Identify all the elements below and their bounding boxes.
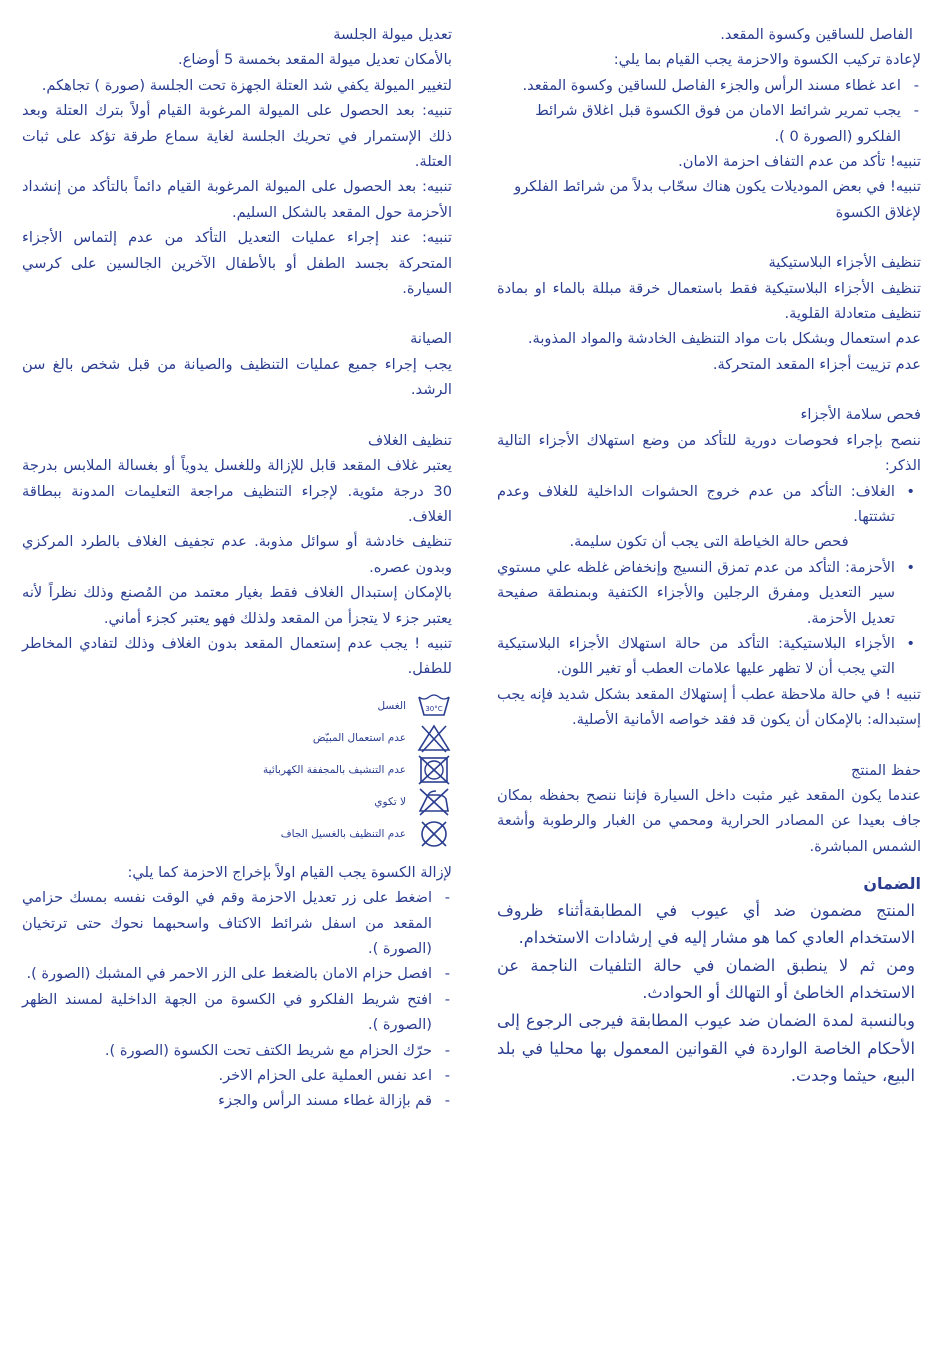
plastic-paragraph-3: عدم تزييت أجزاء المقعد المتحركة. <box>712 355 921 373</box>
care-label-iron: لا تكوي <box>374 795 406 808</box>
maintenance-paragraph: يجب إجراء جميع عمليات التنظيف والصيانة من قبل شخص بالغ سن الرشد. <box>22 355 452 399</box>
care-symbols <box>22 690 452 850</box>
care-row-iron <box>22 786 452 818</box>
comfort-paragraph-3: تنبيه: بعد الحصول على الميولة المرغوبة القيام أولاً بترك العتلة وبعد ذلك الإستمرار في تحريك الجلسة لغاية سماع طرقة تؤكد على ثبات العتلة. <box>22 102 452 171</box>
care-row-dryclean <box>22 818 452 850</box>
care-label-tumble: عدم التنشيف بالمجففة الكهربائية <box>263 763 406 776</box>
separator-title: الفاصل للساقين وكسوة المقعد. <box>720 26 913 43</box>
no-dry-clean-icon <box>416 819 452 849</box>
cover-paragraph-2: تنظيف خادشة أو سوائل مذوبة. عدم تجفيف الغلاف بالطرد المركزي وبدون عصره. <box>22 533 452 576</box>
remove-step-3: - افتح شريط الفلكرو في الكسوة من الجهة الداخلية لمسند الظهر (الصورة ). <box>22 987 452 1038</box>
no-bleach-icon <box>416 723 452 753</box>
right-column <box>497 22 921 1090</box>
no-iron-icon <box>416 787 452 817</box>
plastic-paragraph-2: عدم استعمال وبشكل بات مواد التنظيف الخادشة والمواد المذوبة. <box>527 330 921 348</box>
cover-paragraph-3: بالإمكان إستبدال الغلاف فقط بغيار معتمد من المُصنع وذلك نظراً لأنه يعتبر جزء لا يتجزأ من المقعد ولذلك فهو يعتبر كجزء أماني. <box>22 584 452 627</box>
separator-warning-1: تنبيه! تأكد من عدم التفاف احزمة الامان. <box>678 153 921 171</box>
storage-title: حفظ المنتج <box>850 761 921 779</box>
warranty-paragraph-3: وبالنسبة لمدة الضمان ضد عيوب المطابقة فيرجى الرجوع إلى الأحكام الخاصة الواردة في القوانين المعمول بها محليا في بلد البيع، حيثما وجدت. <box>497 1010 915 1086</box>
cover-warning: تنبيه ! يجب عدم إستعمال المقعد بدون الغلاف وذلك لتفادي المخاطر للطفل. <box>22 634 452 678</box>
comfort-title: تعديل ميولة الجلسة <box>333 26 452 43</box>
remove-intro: لإزالة الكسوة يجب القيام اولاً بإخراج الاحزمة كما يلي: <box>127 863 452 881</box>
care-label-bleach: عدم استعمال المبيّض <box>312 731 406 744</box>
separator-intro: لإعادة تركيب الكسوة والاحزمة يجب القيام بما يلي: <box>613 51 921 69</box>
check-bullet-cover-seams: فحص حالة الخياطة التى يجب أن تكون سليمة. <box>569 533 849 551</box>
plastic-paragraph-1: تنظيف الأجزاء البلاستيكية فقط باستعمال خرقة مبللة بالماء او بمادة تنظيف متعادلة القلوية. <box>497 279 921 323</box>
separator-warning-2: تنبيه! في بعض الموديلات يكون هناك سحّاب بدلاً من شرائط الفلكرو لإغلاق الكسوة <box>514 178 921 221</box>
comfort-paragraph-1: بالأمكان تعديل ميولة المقعد بخمسة 5 أوضاع. <box>178 51 452 69</box>
warranty-title: الضمان <box>863 874 921 894</box>
care-label-dryclean: عدم التنظيف بالغسيل الجاف <box>280 827 406 840</box>
cover-cleaning-title: تنظيف الغلاف <box>368 431 452 449</box>
remove-step-5: - اعد نفس العملية على الحزام الاخر. <box>22 1063 452 1088</box>
check-intro: ننصح بإجراء فحوصات دورية للتأكد من وضع استهلاك الأجزاء التالية الذكر: <box>497 431 921 475</box>
remove-step-6: - قم بإزالة غطاء مسند الرأس والجزء <box>22 1088 452 1113</box>
separator-step-2: - يجب تمرير شرائط الامان من فوق الكسوة قبل اغلاق شرائط الفلكرو (الصورة 0 ). <box>497 98 921 149</box>
maintenance-title: الصيانة <box>410 330 452 348</box>
comfort-paragraph-2: لتغيير الميولة يكفي شد العتلة الجهزة تحت الجلسة (صورة ) تجاهكم. <box>41 76 452 94</box>
svg-text:30°C: 30°C <box>425 704 443 713</box>
care-row-tumble <box>22 754 452 786</box>
remove-step-4: - حرّك الحزام مع شريط الكتف تحت الكسوة (الصورة ). <box>22 1038 452 1063</box>
storage-paragraph: عندما يكون المقعد غير مثبت داخل السيارة فإننا ننصح بحفظه بمكان جاف بعيدا عن المصادر الحرارية ومحمي من الغبار والرطوبة وأشعة الشمس المباشرة. <box>497 786 921 855</box>
care-row-bleach <box>22 722 452 754</box>
comfort-paragraph-4: تنبيه: بعد الحصول على الميولة المرغوبة القيام دائماً بالتأكد من إنشداد الأحزمة حول المقعد بالشكل السليم. <box>22 178 452 221</box>
comfort-paragraph-5: تنبيه: عند إجراء عمليات التعديل التأكد من عدم إلتماس الأجزاء المتحركة بجسد الطفل أو بالأطفال الآخرين الجالسين على كرسي السيارة. <box>22 229 452 298</box>
check-title: فحص سلامة الأجزاء <box>800 406 921 424</box>
check-bullet-harness: • الأحزمة: التأكد من عدم تمزق النسيج وإنخفاض غلظه علي مستوي سير التعديل ومفرق الرجلين والأجزاء الكتفية وبمنطقة صفيحة تعديل الأحزمة. <box>497 555 921 631</box>
remove-step-1: - اضغط على زر تعديل الاحزمة وقم في الوقت نفسه بمسك حزامي المقعد من اسفل شرائط الاكتاف واسحبهما نحوك حتى ترتخيان (الصورة ). <box>22 885 452 961</box>
left-column <box>22 22 452 1114</box>
plastic-title: تنظيف الأجزاء البلاستيكية <box>768 254 921 272</box>
wash-30-icon <box>416 691 452 721</box>
check-bullet-cover: • الغلاف: التأكد من عدم خروج الحشوات الداخلية للغلاف وعدم تشتتها. <box>497 479 921 530</box>
care-label-wash: الغسل <box>377 699 406 712</box>
cover-paragraph-1: يعتبر غلاف المقعد قابل للإزالة وللغسل يدوياً أو بغسالة الملابس بدرجة 30 درجة مئوية. لإجراء التنظيف مراجعة التعليمات المدونة ببطاقة الغلاف. <box>22 457 452 525</box>
remove-step-2: - افصل حزام الامان بالضغط على الزر الاحمر في المشبك (الصورة ). <box>22 961 452 986</box>
check-warning: تنبيه ! في حالة ملاحظة عطب أ إستهلاك المقعد بشكل شديد فإنه يجب إستبداله: بالإمكان أن يكون قد فقد خواصه الأمانية الأصلية. <box>497 685 921 729</box>
check-bullet-plastic: • الأجزاء البلاستيكية: التأكد من حالة استهلاك الأجزاء البلاستيكية التي يجب أن لا تظهر عليها علامات العطب أو تغير اللون. <box>497 631 921 682</box>
separator-step-1: - اعد غطاء مسند الرأس والجزء الفاصل للساقين وكسوة المقعد. <box>497 73 921 98</box>
warranty-paragraph-2: ومن ثم لا ينطبق الضمان في حالة التلفيات الناجمة عن الاستخدام الخاطئ أو التهالك أو الحوادث. <box>497 955 915 1003</box>
warranty-paragraph-1: المنتج مضمون ضد أي عيوب في المطابقةأثناء ظروف الاستخدام العادي كما هو مشار إليه في إرشادات الاستخدام. <box>497 900 915 948</box>
care-row-wash <box>22 690 452 722</box>
no-tumble-dry-icon <box>416 755 452 785</box>
